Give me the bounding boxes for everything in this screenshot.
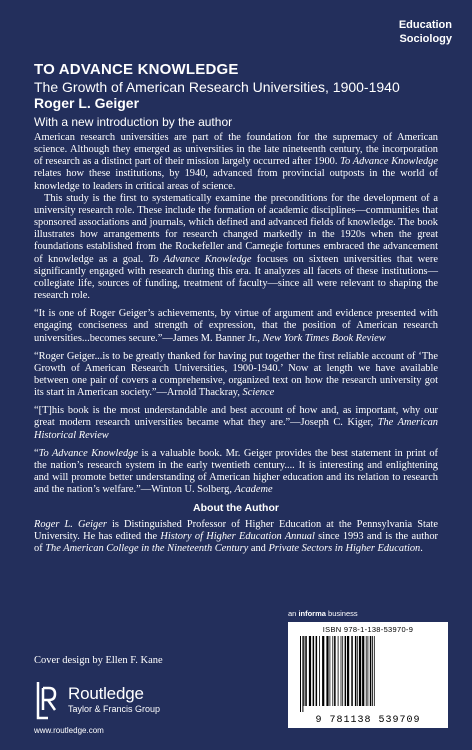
barcode-bar bbox=[374, 636, 375, 706]
barcode-bar bbox=[322, 636, 324, 706]
barcode-number: 9 781138 539709 bbox=[315, 715, 421, 726]
barcode-bar bbox=[313, 636, 315, 706]
review-quote: “It is one of Roger Geiger’s achievements, by virtue of argument and evidence presented with engaging conciseness and strength of expression, that the position of American research universities...becomes secure.”—James M. Banner Jr., New York Times Book Review bbox=[34, 308, 438, 344]
author-bio: Roger L. Geiger is Distinguished Professor of Higher Education at the Pennsylvania State University. He has edited the History of Higher Education Annual since 1993 and is the author of The American College in the Nineteenth Century and Private Sectors in Higher Education. bbox=[34, 518, 439, 554]
barcode-bar bbox=[316, 636, 318, 706]
barcode-bar bbox=[326, 636, 328, 706]
barcode-bar bbox=[341, 636, 342, 706]
review-quote: “[T]his book is the most understandable and best account of how and, as important, why our great modern research universities became what they are.”—Joseph C. Kiger, The American Historical Review bbox=[34, 405, 438, 441]
isbn-label: ISBN 978-1-138-53970-9 bbox=[322, 625, 414, 634]
barcode-bar bbox=[305, 636, 307, 706]
publisher-block bbox=[34, 680, 234, 740]
subject-sociology: Sociology bbox=[399, 33, 452, 45]
book-title: TO ADVANCE KNOWLEDGE bbox=[34, 61, 239, 78]
barcode-bar bbox=[366, 636, 367, 706]
informa-business-tag: an informa business bbox=[288, 609, 358, 618]
barcode-bar bbox=[334, 636, 336, 706]
cover-design-credit: Cover design by Ellen F. Kane bbox=[34, 655, 163, 666]
review-quote: “Roger Geiger...is to be greatly thanked for having put together the first reliable account of ‘The Growth of American Research Universities, 1900-1940.’ Now at length we have available between one pair of covers a comprehensive, organized text on how the research university got its start in American society.”—Arnold Thackray, Science bbox=[34, 350, 438, 399]
barcode-bar bbox=[332, 636, 333, 706]
barcode-guard-bar bbox=[300, 636, 301, 712]
barcode-bar bbox=[309, 636, 311, 706]
routledge-r-logo-icon bbox=[34, 680, 60, 720]
barcode-bar bbox=[342, 636, 343, 706]
new-introduction-note: With a new introduction by the author bbox=[34, 115, 233, 129]
barcode-bar bbox=[347, 636, 349, 706]
publisher-url: www.routledge.com bbox=[34, 726, 104, 735]
barcode-bar bbox=[355, 636, 357, 706]
barcode-bars bbox=[296, 636, 440, 712]
barcode bbox=[288, 622, 448, 728]
barcode-bar bbox=[345, 636, 347, 706]
publisher-group: Taylor & Francis Group bbox=[68, 704, 161, 714]
description-paragraph: American research universities are part of the foundation for the supremacy of American science. Although they emerged as universities in the late nineteenth century, the incorporation of research as a distinct part of their mission largely occurred after 1900. To Advance Knowledge relates how these institutions, by 1940, advanced from provincial outposts in the world of knowledge to leaders in critical areas of science. bbox=[34, 132, 438, 192]
barcode-guard-bar bbox=[302, 636, 303, 712]
publisher-name: Routledge bbox=[68, 684, 144, 703]
description-paragraph: This study is the first to systematically examine the preconditions for the development of a university research role. These include the formation of academic disciplines—communities that sponsored associations and journals, which defined and advanced fields of knowledge. The book illustrates how arrangements for research changed markedly in the 1920s when the great foundations established from the Rockefeller and Carnegie fortunes embraced the advancement of knowledge as a goal. To Advance Knowledge focuses on sixteen universities that were significantly engaged with research during this era. It analyzes all facets of these institutions—collegiate life, sources of funding, treatment of faculty—since all were relevant to shaping the research role. bbox=[34, 192, 438, 302]
about-author-heading: About the Author bbox=[193, 502, 279, 515]
barcode-bar bbox=[362, 636, 364, 706]
informa-brand: informa bbox=[298, 609, 326, 618]
book-author: Roger L. Geiger bbox=[34, 95, 140, 111]
barcode-bar bbox=[351, 636, 353, 706]
subject-categories bbox=[399, 18, 452, 46]
barcode-bar bbox=[304, 636, 305, 706]
barcode-bar bbox=[338, 636, 339, 706]
barcode-bar bbox=[330, 636, 331, 706]
subject-education: Education bbox=[398, 19, 452, 31]
barcode-bar bbox=[319, 636, 320, 706]
blurb-body bbox=[34, 132, 438, 555]
barcode-bar bbox=[368, 636, 369, 706]
barcode-bar bbox=[357, 636, 358, 706]
review-quote: “To Advance Knowledge is a valuable book. Mr. Geiger provides the best statement in print of the nation’s research system in the early twentieth century.... It is interesting and enlightening and will promote better understanding of American higher education and its relation to research and the nation’s welfare.”—Winton U. Solberg, Academe bbox=[34, 447, 438, 496]
book-subtitle: The Growth of American Research Universities, 1900-1940 bbox=[34, 79, 400, 95]
barcode-bar bbox=[370, 636, 372, 706]
barcode-bar bbox=[372, 636, 373, 706]
barcode-bar bbox=[359, 636, 361, 706]
